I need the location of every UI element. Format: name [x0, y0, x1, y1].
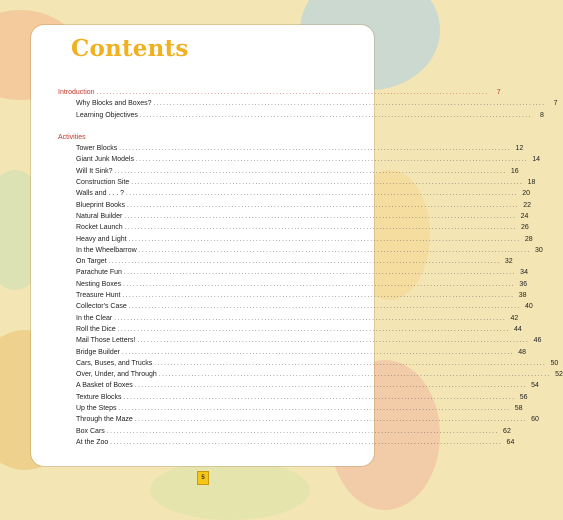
toc-entry-label: Bridge Builder [76, 348, 120, 356]
section-heading: Activities [58, 133, 86, 141]
toc-entry-page: 42 [510, 314, 519, 322]
dot-leader: ........................................................................................................................ [125, 191, 519, 198]
toc-entry-page: 52 [555, 371, 563, 379]
toc-entry-label: Texture Blocks [76, 393, 122, 401]
toc-entry-label: Blueprint Books [76, 201, 126, 209]
toc-entry-page: 58 [514, 405, 523, 413]
dot-leader: ........................................................................................................................ [128, 236, 521, 243]
toc-entry-label: In the Wheelbarrow [76, 246, 137, 254]
toc-entry-page: 60 [531, 416, 539, 424]
toc-entry-label: A Basket of Boxes [76, 382, 133, 390]
toc-entry-label: Heavy and Light [76, 235, 127, 243]
toc-entry-page: 26 [520, 224, 529, 232]
dot-leader: ........................................................................................................................ [122, 293, 515, 300]
toc-entry-page: 12 [515, 145, 524, 153]
dot-leader: ........................................................................................................................ [123, 270, 516, 277]
toc-entry-label: Box Cars [76, 427, 105, 435]
table-of-contents [58, 87, 563, 448]
toc-entry[interactable] [58, 347, 527, 358]
toc-entry[interactable] [58, 222, 529, 233]
toc-entry[interactable] [58, 256, 513, 267]
dot-leader: ........................................................................................................................ [114, 315, 507, 322]
dot-leader: ........................................................................................................................ [138, 247, 531, 254]
toc-entry-page: 8 [540, 111, 544, 119]
toc-entry[interactable] [58, 177, 536, 188]
contents-page [31, 25, 563, 466]
toc-entry-label: Walls and . . . ? [76, 190, 124, 198]
toc-entry-label: Nesting Boxes [76, 280, 122, 288]
toc-entry[interactable] [58, 267, 528, 278]
dot-leader: ........................................................................................................................ [121, 349, 515, 356]
toc-entry-label: Cars, Buses, and Trucks [76, 359, 153, 367]
toc-entry[interactable] [58, 290, 527, 301]
toc-entry-page: 22 [523, 201, 532, 209]
toc-entry-label: Mail Those Letters! [76, 337, 136, 345]
toc-entry-page: 16 [510, 167, 519, 175]
toc-entry-label: Learning Objectives [76, 111, 138, 119]
toc-entry-page: 50 [550, 359, 559, 367]
toc-entry-page: 48 [518, 348, 527, 356]
toc-entry[interactable] [58, 143, 524, 154]
toc-entry-page: 64 [506, 438, 515, 446]
toc-entry-label: Through the Maze [76, 416, 133, 424]
dot-leader: ........................................................................................................................ [108, 259, 501, 266]
dot-leader: ........................................................................................................................ [123, 394, 516, 401]
toc-entry[interactable] [58, 166, 519, 177]
toc-entry-label: Treasure Hunt [76, 292, 121, 300]
toc-entry-page: 7 [553, 100, 558, 108]
toc-entry-label: Parachute Fun [76, 269, 122, 277]
toc-entry[interactable] [58, 234, 533, 245]
toc-entry-label: Giant Junk Models [76, 156, 134, 164]
dot-leader: ........................................................................................................................ [128, 304, 521, 311]
toc-entry-page: 24 [520, 212, 529, 220]
toc-entry-label: Construction Site [76, 179, 130, 187]
toc-entry-page: 20 [522, 190, 531, 198]
dot-leader: ........................................................................................................................ [123, 281, 516, 288]
toc-entry-label: Up the Steps [76, 405, 117, 413]
toc-entry-label: Will It Sink? [76, 167, 113, 175]
toc-entry-label: Tower Blocks [76, 145, 118, 153]
toc-entry-label: Collector's Case [76, 303, 127, 311]
toc-entry[interactable] [58, 380, 539, 391]
toc-entry-page: 36 [519, 280, 528, 288]
toc-entry-page: 28 [524, 235, 533, 243]
dot-leader: ........................................................................................................................ [114, 168, 507, 175]
toc-entry[interactable] [58, 313, 519, 324]
toc-entry-label: Why Blocks and Boxes? [76, 100, 152, 108]
dot-leader: ........................................................................................................................ [127, 202, 520, 209]
toc-entry-page: 62 [503, 427, 511, 435]
toc-entry-label: At the Zoo [76, 438, 109, 446]
dot-leader: ........................................................................................................................ [153, 101, 546, 108]
toc-entry[interactable] [58, 414, 539, 425]
background-shape [150, 460, 310, 520]
toc-entry-label: On Target [76, 258, 107, 266]
dot-leader: ........................................................................................................................ [118, 406, 511, 413]
toc-entry[interactable] [58, 324, 522, 335]
dot-leader: ........................................................................................................................ [106, 428, 499, 435]
toc-entry[interactable] [58, 211, 529, 222]
toc-entry[interactable] [58, 245, 543, 256]
toc-entry[interactable] [58, 200, 532, 211]
introduction-subsections [58, 98, 558, 121]
toc-entry-page: 40 [525, 303, 533, 311]
dot-leader: ........................................................................................................................ [135, 157, 529, 164]
toc-entry[interactable] [58, 154, 541, 165]
toc-entry-label: Over, Under, and Through [76, 371, 157, 379]
toc-heading-activities [58, 132, 350, 143]
toc-entry[interactable] [58, 392, 528, 403]
dot-leader: ........................................................................................................................ [137, 338, 530, 345]
toc-entry-page: 54 [531, 382, 539, 390]
toc-entry-page: 14 [532, 156, 541, 164]
dot-leader: ........................................................................................................................ [124, 225, 517, 232]
page-title: Contents [71, 35, 189, 62]
toc-entry-page: 30 [534, 246, 543, 254]
dot-leader: ........................................................................................................................ [131, 180, 524, 187]
toc-entry[interactable] [58, 358, 559, 369]
toc-entry-page: 18 [527, 179, 536, 187]
toc-entry[interactable] [58, 301, 533, 312]
dot-leader: ........................................................................................................................ [134, 383, 527, 390]
toc-entry-page: 44 [513, 325, 522, 333]
dot-leader: ........................................................................................................................ [134, 417, 527, 424]
toc-entry-page: 7 [496, 89, 501, 96]
dot-leader: ........................................................................................................................ [110, 439, 503, 446]
toc-entry[interactable] [58, 279, 528, 290]
toc-entry-introduction[interactable] [58, 87, 501, 98]
dot-leader: ........................................................................................................................ [158, 372, 551, 379]
toc-entry[interactable] [58, 335, 542, 346]
toc-entry-page: 38 [518, 292, 527, 300]
toc-entry-label: Rocket Launch [76, 224, 123, 232]
toc-entry-label: Roll the Dice [76, 325, 116, 333]
activities-list [58, 143, 563, 448]
dot-leader: ........................................................................................................................ [139, 112, 532, 119]
dot-leader: ........................................................................................................................ [117, 326, 510, 333]
toc-entry-label: Introduction [58, 89, 95, 96]
toc-entry-page: 56 [519, 393, 528, 401]
toc-entry-label: Natural Builder [76, 212, 123, 220]
dot-leader: ........................................................................................................................ [154, 360, 547, 367]
toc-entry[interactable] [58, 437, 515, 448]
toc-entry[interactable] [58, 426, 511, 437]
toc-entry[interactable] [58, 403, 523, 414]
toc-entry[interactable] [58, 98, 558, 109]
toc-entry-page: 46 [533, 337, 542, 345]
dot-leader: ........................................................................................................................ [124, 213, 517, 220]
toc-entry[interactable] [58, 188, 531, 199]
toc-entry[interactable] [58, 110, 544, 121]
dot-leader: ........................................................................................................................ [96, 90, 489, 96]
toc-entry[interactable] [58, 369, 563, 380]
dot-leader: ........................................................................................................................ [119, 146, 512, 153]
toc-entry-page: 32 [504, 258, 513, 266]
toc-entry-label: In the Clear [76, 314, 113, 322]
page-number-badge: 5 [197, 471, 209, 485]
toc-entry-page: 34 [520, 269, 528, 277]
